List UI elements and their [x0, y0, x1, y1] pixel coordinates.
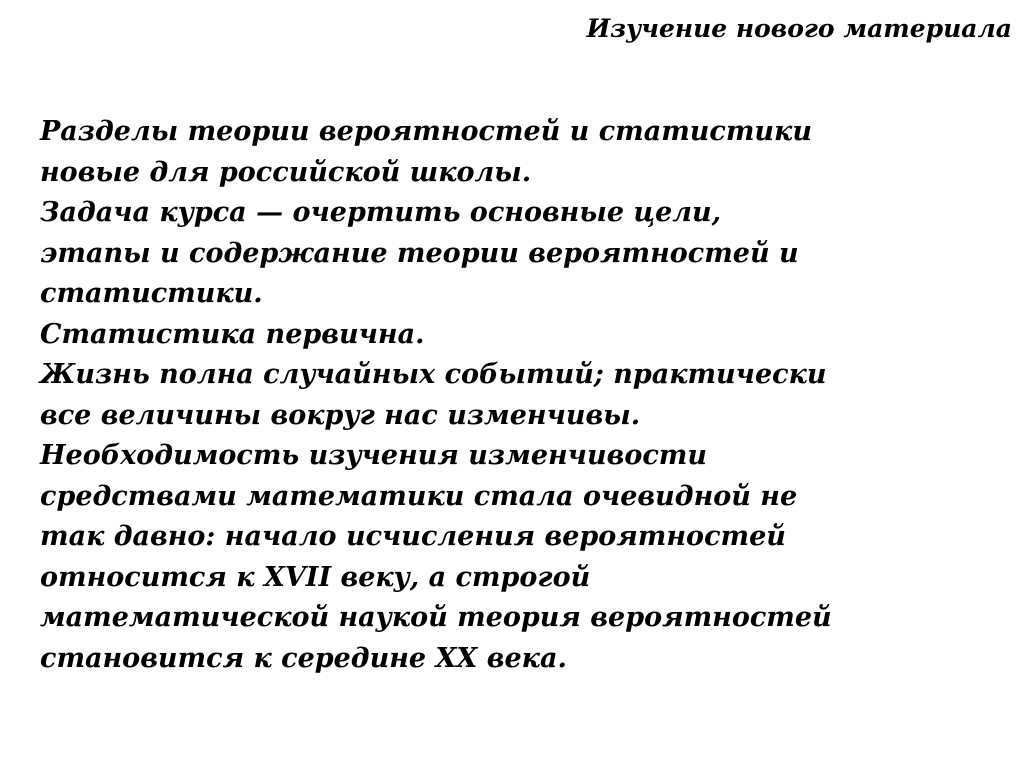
body-line: все величины вокруг нас изменчивы. [40, 399, 641, 431]
body-line: Жизнь полна случайных событий; практически [40, 359, 827, 390]
body-line: математической наукой теория вероятностей [40, 602, 832, 633]
body-line: Задача курса — очертить основные цели, [40, 197, 722, 228]
slide-title: Изучение нового материала [586, 14, 1012, 43]
body-line: Необходимость изучения изменчивости [40, 440, 707, 471]
body-line: становится к середине XX века. [40, 642, 567, 674]
body-line: средствами математики стала очевидной не [40, 480, 798, 512]
body-line: этапы и содержание теории вероятностей и [40, 237, 799, 269]
body-line: так давно: начало исчисления вероятностей [40, 521, 786, 552]
body-line: относится к XVII веку, а строгой [40, 561, 591, 593]
slide-body [40, 112, 1000, 679]
body-line: Статистика первична. [40, 318, 425, 350]
body-line: новые для российской школы. [40, 156, 532, 188]
body-line: Разделы теории вероятностей и статистики [40, 116, 812, 147]
body-line: статистики. [40, 278, 263, 309]
